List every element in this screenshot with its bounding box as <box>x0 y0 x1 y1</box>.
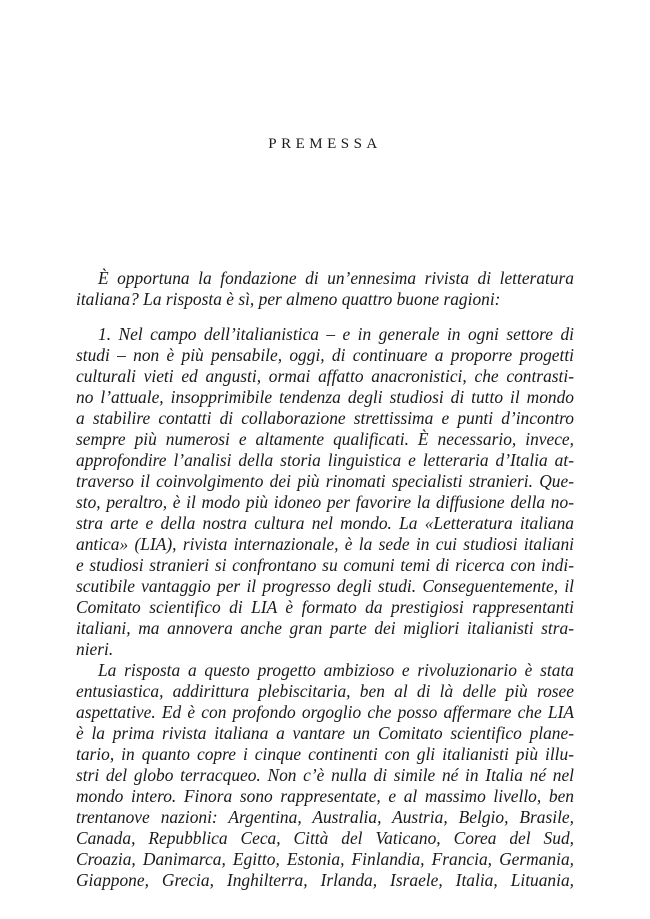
text-line: no l’attuale, insopprimibile tendenza degli studiosi di tutto il mondo <box>76 387 574 407</box>
text-line: italiani, ma annovera anche gran parte dei migliori italianisti stra- <box>76 618 574 638</box>
text-line: sto, peraltro, è il modo più idoneo per favorire la diffusione della no- <box>76 492 574 512</box>
text-line: 1. Nel campo dell’italianistica – e in generale in ogni settore di <box>98 324 574 344</box>
text-line: mondo intero. Finora sono rappresentate, e al massimo livello, ben <box>76 786 574 806</box>
text-line: approfondire l’analisi della storia linguistica e letteraria d’Italia at- <box>76 450 574 470</box>
text-line: traverso il coinvolgimento dei più rinomati specialisti stranieri. Que- <box>76 471 574 491</box>
text-line: entusiastica, addirittura plebiscitaria, ben al di là delle più rosee <box>76 681 574 701</box>
text-line: aspettative. Ed è con profondo orgoglio che posso affermare che LIA <box>76 702 574 722</box>
text-line: sempre più numerosi e altamente qualificati. È necessario, invece, <box>76 429 574 449</box>
text-line: culturali vieti ed angusti, ormai affatto anacronistici, che contrasti- <box>76 366 574 386</box>
text-line: italiana? La risposta è sì, per almeno quattro buone ragioni: <box>76 289 501 309</box>
text-line: nieri. <box>76 639 114 659</box>
text-line: Giappone, Grecia, Inghilterra, Irlanda, Israele, Italia, Lituania, <box>76 870 574 890</box>
text-line: a stabilire contatti di collaborazione strettissima e punti d’incontro <box>76 408 574 428</box>
text-line: scutibile vantaggio per il progresso degli studi. Conseguentemente, il <box>76 576 574 596</box>
text-line: La risposta a questo progetto ambizioso e rivoluzionario è stata <box>98 660 574 680</box>
text-line: stri del globo terracqueo. Non c’è nulla di simile né in Italia né nel <box>76 765 574 785</box>
text-line: Comitato scientifico di LIA è formato da prestigiosi rappresentanti <box>76 597 574 617</box>
text-line: è la prima rivista italiana a vantare un Comitato scientifico plane- <box>76 723 574 743</box>
text-line: tario, in quanto copre i cinque continenti con gli italianisti più illu- <box>76 744 574 764</box>
text-line: studi – non è più pensabile, oggi, di continuare a proporre progetti <box>76 345 574 365</box>
text-line: Canada, Repubblica Ceca, Città del Vaticano, Corea del Sud, <box>76 828 574 848</box>
text-line: stra arte e della nostra cultura nel mondo. La «Letteratura italiana <box>76 513 574 533</box>
page-title: PREMESSA <box>268 136 382 152</box>
text-line: trentanove nazioni: Argentina, Australia, Austria, Belgio, Brasile, <box>76 807 574 827</box>
text-line: antica» (LIA), rivista internazionale, è la sede in cui studiosi italiani <box>76 534 574 554</box>
text-line: e studiosi stranieri si confrontano su comuni temi di ricerca con indi- <box>76 555 574 575</box>
text-line: È opportuna la fondazione di un’ennesima rivista di letteratura <box>98 268 574 288</box>
text-line: Croazia, Danimarca, Egitto, Estonia, Finlandia, Francia, Germania, <box>76 849 574 869</box>
